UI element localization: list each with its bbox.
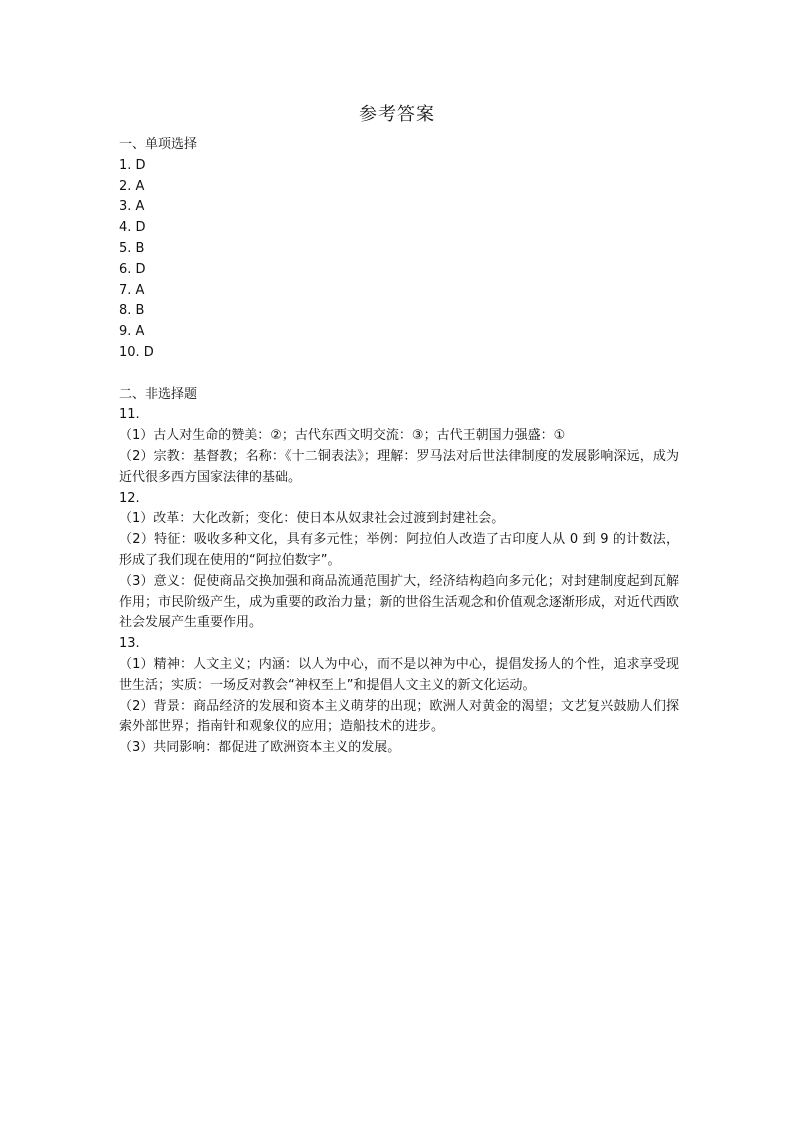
q12-part-3: （3）意义：促使商品交换加强和商品流通范围扩大，经济结构趋向多元化；对封建制度起到瓦解作用；市民阶级产生，成为重要的政治力量；新的世俗生活观念和价值观念逐渐形成，对近代西欧社会发展产生重要作用。 bbox=[119, 573, 679, 631]
answer-item-4: 4. D bbox=[119, 220, 146, 236]
q13-part-3: （3）共同影响：都促进了欧洲资本主义的发展。 bbox=[119, 740, 401, 756]
answer-item-7: 7. A bbox=[119, 282, 145, 298]
page-title: 参考答案 bbox=[359, 104, 435, 125]
section-heading-multiple-choice: 一、单项选择 bbox=[119, 137, 198, 152]
answer-item-9: 9. A bbox=[119, 324, 145, 340]
q12-part-2: （2）特征：吸收多种文化，具有多元性；举例：阿拉伯人改造了古印度人从 0 到 9 的计数法，形成了我们现在使用的“阿拉伯数字”。 bbox=[119, 532, 679, 568]
section-spacer bbox=[119, 364, 679, 385]
q11-part-2: （2）宗教：基督教；名称：《十二铜表法》；理解：罗马法对后世法律制度的发展影响深远，成为近代很多西方国家法律的基础。 bbox=[119, 448, 679, 485]
question-number-11: 11. bbox=[119, 407, 140, 423]
answer-item-8: 8. B bbox=[119, 303, 145, 319]
answer-content bbox=[119, 135, 679, 759]
section-heading-non-choice: 二、非选择题 bbox=[119, 386, 198, 402]
question-number-12: 12. bbox=[119, 490, 140, 506]
answer-item-3: 3. A bbox=[119, 199, 145, 215]
answer-item-5: 5. B bbox=[119, 240, 145, 256]
answer-item-10: 10. D bbox=[119, 344, 154, 360]
answer-item-6: 6. D bbox=[119, 261, 146, 277]
question-number-13: 13. bbox=[119, 636, 140, 652]
answer-item-2: 2. A bbox=[119, 178, 145, 194]
answer-item-1: 1. D bbox=[119, 157, 146, 173]
q13-part-2: （2）背景：商品经济的发展和资本主义萌芽的出现；欧洲人对黄金的渴望；文艺复兴鼓励人们探索外部世界；指南针和观象仪的应用；造船技术的进步。 bbox=[119, 698, 679, 735]
q12-part-1: （1）改革：大化改新；变化：使日本从奴隶社会过渡到封建社会。 bbox=[119, 511, 505, 527]
q11-part-1: （1）古人对生命的赞美：②；古代东西文明交流：③；古代王朝国力强盛：① bbox=[119, 428, 566, 444]
q13-part-1: （1）精神：人文主义；内涵：以人为中心，而不是以神为中心，提倡发扬人的个性，追求享受现世生活；实质：一场反对教会“神权至上”和提倡人文主义的新文化运动。 bbox=[119, 656, 679, 693]
